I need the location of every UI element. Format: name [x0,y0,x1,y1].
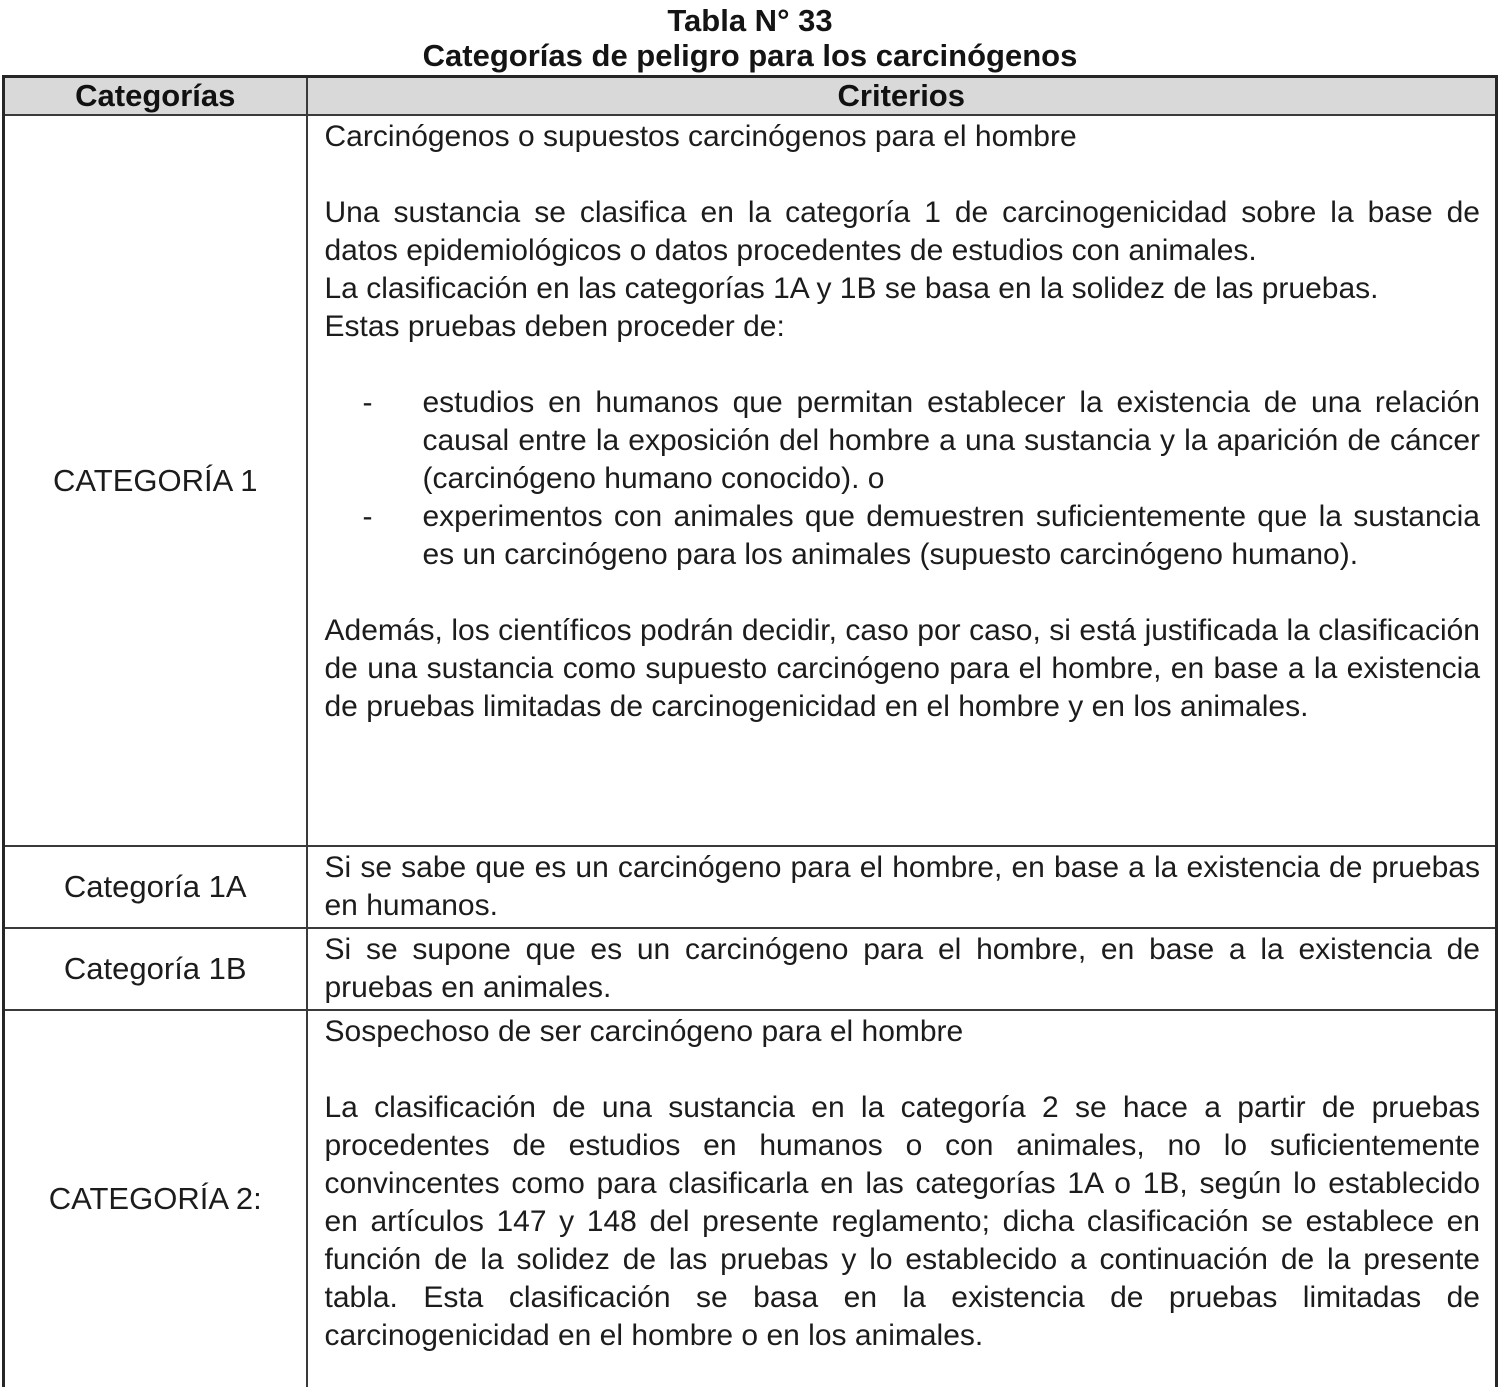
dash-bullet-marker: - [362,500,373,533]
bullet-item [325,498,1481,574]
table-row-categoria-2 [4,1010,1497,1387]
category-1-paragraph-2: La clasificación en las categorías 1A y 1B se basa en la solidez de las pruebas. [324,272,1379,305]
category-1a-label: Categoría 1A [4,846,307,928]
table-header-row [4,77,1497,116]
blank-line [325,1051,1481,1089]
category-1b-text: Si se supone que es un carcinógeno para el hombre, en base a la existencia de pruebas en animales. [324,933,1480,1004]
bullet-text-animals: experimentos con animales que demuestren suficientemente que la sustancia es un carcinógeno para los animales (supuesto carcinógeno humano). [422,500,1480,571]
category-1-criteria-cell [307,115,1497,846]
category-1b-criteria-cell [307,928,1497,1010]
table-row-categoria-1a [4,846,1497,928]
hazard-categories-table [2,75,1498,1387]
category-2-intro: Sospechoso de ser carcinógeno para el hombre [324,1015,964,1048]
category-2-paragraph: La clasificación de una sustancia en la categoría 2 se hace a partir de pruebas procedentes de estudios en humanos o con animales, no lo suficientemente convincentes como para clasificarla en las categorías 1A o 1B, según lo establecido en artículos 147 y 148 del presente reglamento; dicha clasificación se establece en función de la solidez de las pruebas y lo establecido a continuación de la presente tabla. Esta clasificación se basa en la existencia de pruebas limitadas de carcinogenicidad en el hombre o en los animales. [324,1091,1480,1352]
table-row-categoria-1b [4,928,1497,1010]
category-2-criteria-cell [307,1010,1497,1387]
table-subtitle: Categorías de peligro para los carcinógenos [422,38,1078,73]
category-1-intro: Carcinógenos o supuestos carcinógenos para el hombre [324,120,1077,153]
bullet-item [325,384,1481,498]
category-1-paragraph-3: Estas pruebas deben proceder de: [324,310,785,343]
table-row-categoria-1 [4,115,1497,846]
category-1-paragraph-1: Una sustancia se clasifica en la categoría 1 de carcinogenicidad sobre la base de datos epidemiológicos o datos procedentes de estudios con animales. [324,196,1480,267]
category-2-label: CATEGORÍA 2: [4,1010,307,1387]
blank-line [325,156,1481,194]
header-categorias: Categorías [4,77,307,116]
header-criterios: Criterios [307,77,1497,116]
category-1-label: CATEGORÍA 1 [4,115,307,846]
category-1-outro: Además, los científicos podrán decidir, caso por caso, si está justificada la clasificación de una sustancia como supuesto carcinógeno para el hombre, en base a la existencia de pruebas limitadas de carcinogenicidad en el hombre y en los animales. [324,614,1480,723]
blank-line [325,574,1481,612]
bullet-text-humans: estudios en humanos que permitan establecer la existencia de una relación causal entre la exposición del hombre a una sustancia y la aparición de cáncer (carcinógeno humano conocido). o [422,386,1480,495]
category-1b-label: Categoría 1B [4,928,307,1010]
blank-line [325,346,1481,384]
dash-bullet-marker: - [362,386,373,419]
category-1a-criteria-cell [307,846,1497,928]
category-1a-text: Si se sabe que es un carcinógeno para el hombre, en base a la existencia de pruebas en humanos. [324,851,1480,922]
table-number-title: Tabla N° 33 [667,3,833,38]
